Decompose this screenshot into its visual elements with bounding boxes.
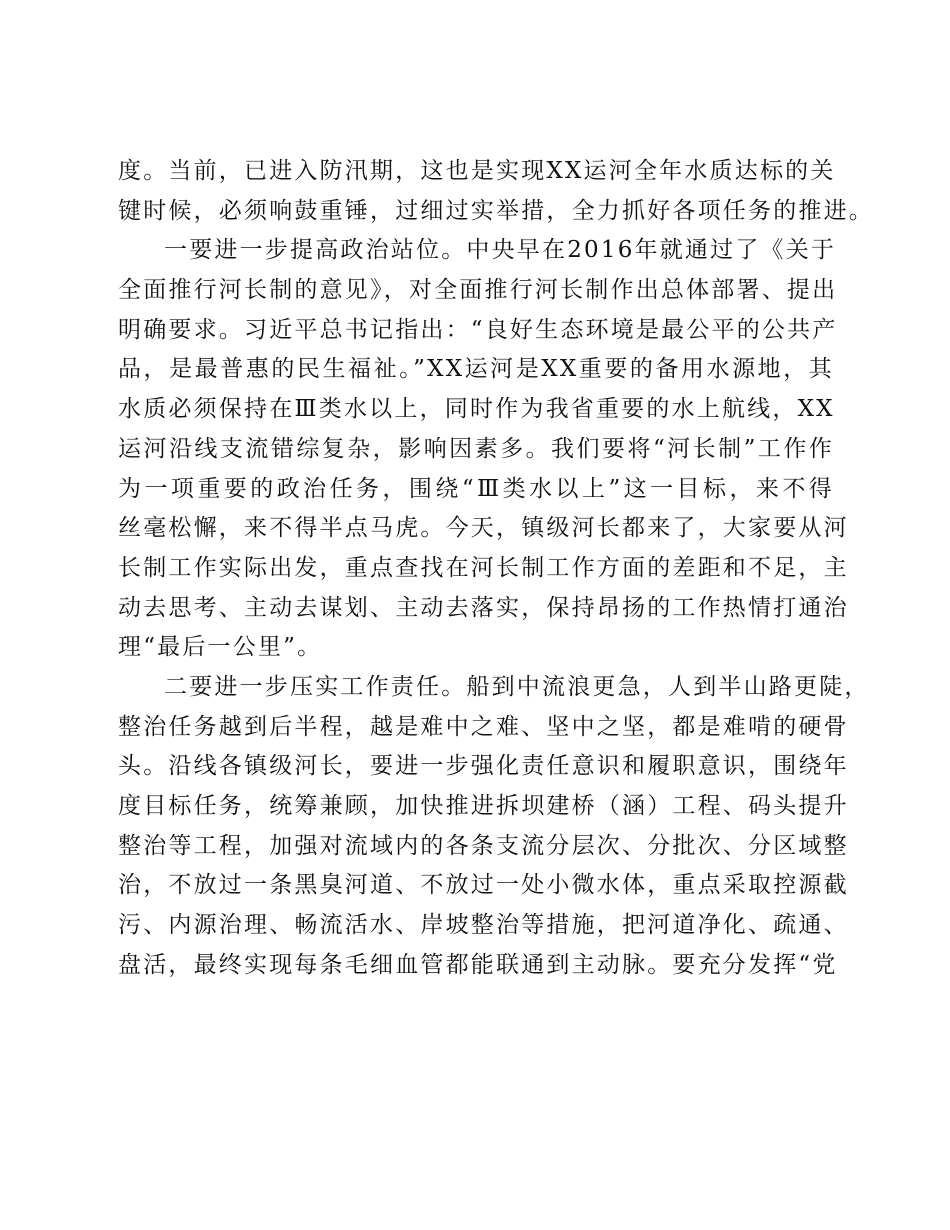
text-line: 整治任务越到后半程，越是难中之难、坚中之坚，都是难啃的硬骨 — [118, 713, 849, 740]
text-line: 整治等工程，加强对流域内的各条支流分层次、分批次、分区域整 — [118, 832, 849, 859]
text-line: 运河沿线支流错综复杂，影响因素多。我们要将“河长制”工作作 — [118, 435, 834, 462]
text-line: 水质必须保持在Ⅲ类水以上，同时作为我省重要的水上航线，XX — [118, 396, 835, 423]
text-line: 污、内源治理、畅流活水、岸坡整治等措施，把河道净化、疏通、 — [118, 912, 849, 939]
paragraph-3 — [118, 668, 870, 986]
text-line: 丝毫松懈，来不得半点马虎。今天，镇级河长都来了，大家要从河 — [118, 515, 849, 542]
text-line: 品，是最普惠的民生福祉。”XX运河是XX重要的备用水源地，其 — [118, 356, 834, 383]
text-line: 治，不放过一条黑臭河道、不放过一处小微水体，重点采取控源截 — [118, 872, 849, 899]
text-line: 为一项重要的政治任务，围绕“Ⅲ类水以上”这一目标，来不得 — [118, 475, 834, 502]
text-line: 盘活，最终实现每条毛细血管都能联通到主动脉。要充分发挥“党 — [118, 951, 838, 978]
text-line: 明确要求。习近平总书记指出：“良好生态环境是最公平的公共产 — [118, 316, 838, 343]
body-text — [118, 152, 874, 985]
text-line: 全面推行河长制的意见》，对全面推行河长制作出总体部署、提出 — [118, 277, 838, 304]
text-line: 键时候，必须响鼓重锤，过细过实举措，全力抓好各项任务的推进。 — [118, 197, 874, 224]
text-line: 度。当前，已进入防汛期，这也是实现XX运河全年水质达标的关 — [118, 158, 836, 184]
text-line: 动去思考、主动去谋划、主动去落实，保持昂扬的工作热情打通治 — [118, 594, 849, 621]
text-line: 度目标任务，统筹兼顾，加快推进拆坝建桥（涵）工程、码头提升 — [118, 793, 849, 819]
text-line: 长制工作实际出发，重点查找在河长制工作方面的差距和不足，主 — [118, 554, 849, 581]
text-line: 理“最后一公里”。 — [118, 634, 323, 661]
paragraph-1 — [118, 152, 874, 231]
paragraph-2 — [118, 231, 849, 668]
text-line: 头。沿线各镇级河长，要进一步强化责任意识和履职意识，围绕年 — [118, 753, 849, 780]
text-line: 二要进一步压实工作责任。船到中流浪更急，人到半山路更陡， — [164, 673, 870, 700]
text-line: 一要进一步提高政治站位。中央早在2016年就通过了《关于 — [164, 237, 837, 264]
